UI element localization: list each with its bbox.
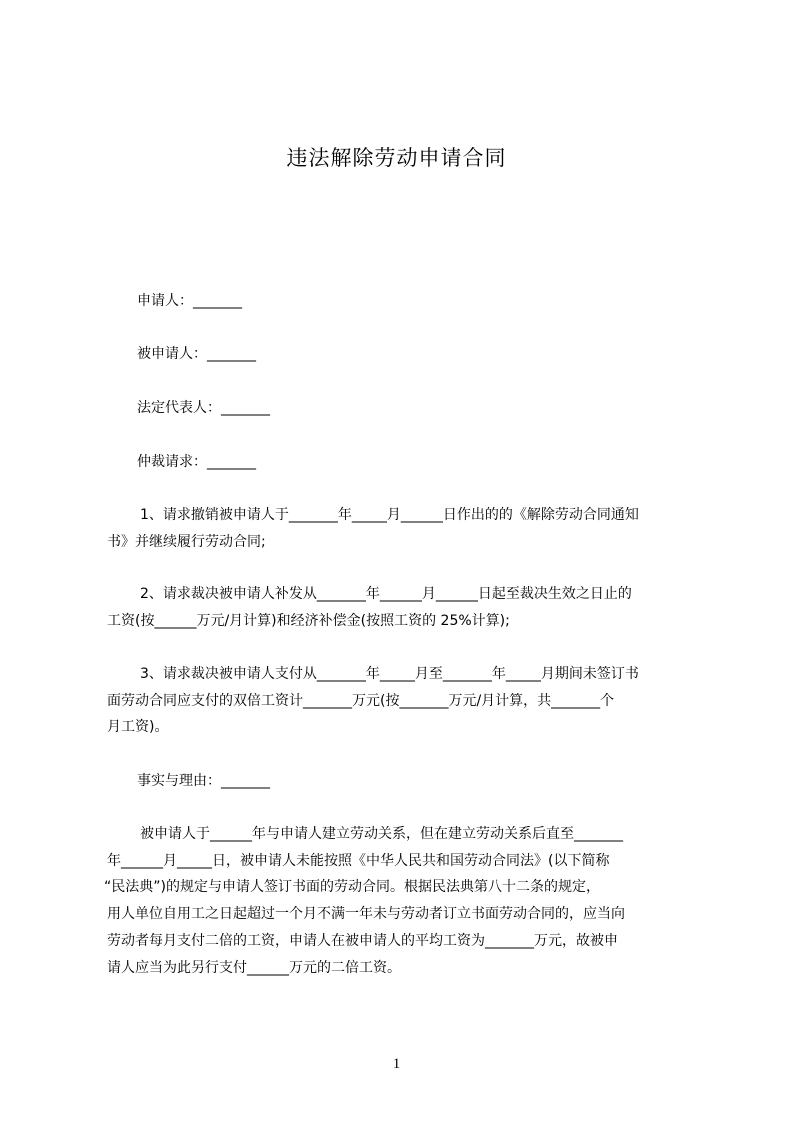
facts-and-reasons-heading: 事实与理由：_______ (137, 773, 270, 789)
facts-line-4: 用人单位自用工之日起超过一个月不满一年未与劳动者订立书面劳动合同的，应当向 (107, 906, 625, 922)
facts-line-5: 劳动者每月支付二倍的工资，申请人在被申请人的平均工资为_______万元，故被申 (107, 933, 618, 949)
facts-line-6: 请人应当为此另行支付______万元的二倍工资。 (107, 960, 401, 976)
legal-representative-field: 法定代表人：_______ (137, 400, 270, 416)
arbitration-claims-heading: 仲裁请求：_______ (137, 454, 256, 470)
claim-2-line-2: 工资(按______万元/月计算)和经济补偿金(按照工资的 25%计算); (107, 613, 510, 629)
claim-3-line-1: 3、请求裁决被申请人支付从_______年_____月至_______年_____月期间未签订书 (140, 666, 639, 682)
claim-1-line-2: 书》并继续履行劳动合同; (107, 534, 266, 550)
applicant-field: 申请人：_______ (137, 293, 242, 309)
facts-line-3: “民法典”)的规定与申请人签订书面的劳动合同。根据民法典第八十二条的规定， (104, 879, 600, 895)
claim-3-line-2: 面劳动合同应支付的双倍工资计_______万元(按_______万元/月计算，共_______个 (107, 693, 615, 709)
claim-1-line-1: 1、请求撤销被申请人于_______年_____月______日作出的的《解除劳动合同通知 (140, 507, 639, 523)
respondent-field: 被申请人：_______ (137, 346, 256, 362)
page-number: 1 (392, 1056, 401, 1072)
page-title: 违法解除劳动申请合同 (286, 146, 507, 170)
claim-2-line-1: 2、请求裁决被申请人补发从_______年______月______日起至裁决生效之日止的 (140, 586, 632, 602)
facts-line-2: 年______月_____日，被申请人未能按照《中华人民共和国劳动合同法》(以下简称 (107, 853, 610, 869)
facts-line-1: 被申请人于______年与申请人建立劳动关系，但在建立劳动关系后直至_______ (140, 826, 623, 842)
claim-3-line-3: 月工资)。 (107, 719, 169, 735)
